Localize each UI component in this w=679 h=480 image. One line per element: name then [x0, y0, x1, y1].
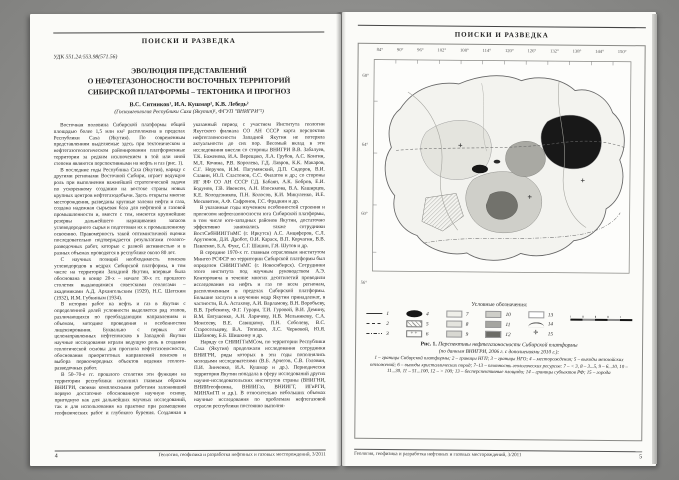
- udk-code: УДК 551.24:553.98(571.56): [53, 54, 118, 61]
- map-lon-ticks: 84° 90° 96° 102° 108° 114° 120° 126° 132° 138° 144° 150°: [376, 46, 627, 55]
- right-page-footer: [354, 449, 642, 461]
- legend-item-number: 12: [505, 331, 511, 338]
- journal-footer-left: Геология, геофизика и разработка нефтяных и газовых месторождений, 3/2011: [158, 452, 326, 459]
- legend-item: [446, 321, 469, 328]
- legend-symbol-rect-icon: [446, 331, 462, 338]
- article-title: ЭВОЛЮЦИЯ ПРЕДСТАВЛЕНИЙ О НЕФТЕГАЗОНОСНОСТИ ВОСТОЧНЫХ ТЕРРИТОРИЙ СИБИРСКОЙ ПЛАТФОРМЫ – ТЕКТОНИКА И ПРОГНОЗ: [87, 65, 291, 97]
- map-area-dark: [486, 191, 518, 219]
- caption-title: Перспективы нефтегазоносности Сибирской платформы: [438, 341, 578, 349]
- right-page-content: [342, 12, 656, 466]
- legend-item: [366, 310, 389, 317]
- legend-item-number: 6: [425, 330, 429, 337]
- legend-symbol-rect-icon: [446, 321, 462, 328]
- legend-item-number: 15: [547, 330, 553, 337]
- legend-symbol-line-dashed-icon: [366, 320, 382, 327]
- legend-item: [485, 331, 510, 338]
- right-page: [342, 12, 656, 466]
- journal-footer-right: Геология, геофизика и разработка нефтяных и газовых месторождений, 3/2011: [354, 451, 522, 459]
- book-spine-shadow: [336, 12, 346, 466]
- caption-figure-number: Рис. 1.: [420, 341, 437, 348]
- page-number-left: 4: [54, 453, 58, 460]
- scale-bar-segments: [570, 319, 632, 322]
- legend-item: [446, 331, 469, 338]
- map-area: [360, 47, 640, 301]
- legend-item-number: 2: [386, 320, 389, 327]
- running-head-left: ПОИСКИ И РАЗВЕДКА: [141, 36, 236, 46]
- legend-item-number: 10: [505, 311, 511, 318]
- legend-item-number: 5: [425, 320, 429, 327]
- legend-symbol-rect-icon: [485, 331, 501, 338]
- map-lat-ticks: 68° 64° 60° 56°: [360, 72, 369, 285]
- legend-symbol-curve-icon: [528, 322, 544, 327]
- platform-boundary: [384, 75, 624, 262]
- caption-legend-text: 1 – границы Сибирской платформы; 2 – границы НГП; 3 – границы НГО; 4 – месторождения; 5 – выходы мезозойских отложений; 6 – выходы кристаллических пород; 7–13 – плотность геологических ресурсов: 7 – < 3, 8 – 3...5, 9 – 6...10, 10 – 11...30, 11 – 51...100, 12 – > 100; 13 – бесперспективные площади; 14 – границы субъектов РФ; 15 – города: [369, 355, 628, 377]
- legend-item-number: 3: [386, 330, 389, 337]
- legend-title: Условные обозначения:: [471, 301, 528, 309]
- legend-item: [528, 321, 553, 327]
- legend-column: [366, 310, 389, 337]
- left-page: [30, 14, 341, 466]
- figure-frame: [354, 43, 645, 441]
- map-scale-bar: [570, 312, 632, 340]
- legend-item: [406, 330, 429, 337]
- legend-item-number: 11: [505, 321, 511, 328]
- legend-grid: [360, 310, 638, 339]
- page-number-right: 5: [639, 454, 643, 461]
- legend-item: [528, 311, 553, 318]
- caption-subtitle: (по данным ВНИГРИ, 2006 г. с дополнениями 2010 г.):: [438, 348, 560, 356]
- left-page-content: [30, 14, 341, 466]
- legend-column: [446, 311, 469, 338]
- legend-item: [366, 320, 389, 327]
- siberian-platform-map: [367, 54, 639, 281]
- legend-symbol-hatch-icon: [406, 320, 422, 327]
- article-body-wrap: [54, 122, 326, 441]
- legend-column: [485, 311, 510, 338]
- legend-symbol-rect-icon: [528, 311, 544, 318]
- legend-item-number: 4: [426, 310, 429, 317]
- legend: [360, 301, 638, 339]
- legend-symbol-crosses-icon: [406, 330, 422, 337]
- article-body: Восточная половина Сибирской платформы общей площадью более 1,5 млн км² расположена в пределах Республики Саха (Якутия). По современным представлениям выделяемые здесь при тектоническом и нефтегазогеологическом районировании платформенные территории за редким исключением в той или иной степени являются перспективными на нефть и газ (рис. 1). В последние годы Республика Саха (Якутия), наряду с другими регионами Восточной Сибири, играет ведущую роль при выполнении важнейшей стратегической задачи по ускоренному созданию на востоке страны новых крупных центров нефтегазодобычи. Здесь открыты многие месторождения, разведаны крупные залежи нефти и газа, создана надежная сырьевая база для нефтяной и газовой промышленности и, вместе с тем, имеются крупнейшие резервы дальнейшего наращивания запасов углеводородного сырья и подготовки их к промышленному освоению. Правомерность такой оптимистичной оценки последовательно подтверждается результатами геолого-разведочных работ, которые с разной активностью и в разных объемах проводятся в республике около 80 лет. С научных позиций необходимость поисков углеводородов в недрах Сибирской платформы, в том числе на территории Западной Якутии, впервые была обоснована в конце 20-х – начале 30-х гг. прошлого столетия выдающимися советскими геологами – академиками А.Д. Архангельским (1929), Н.С. Шатским (1932), И.М. Губкиным (1934). В истории работ на нефть и газ в Якутии с определенной долей условности выделяется ряд этапов, различающихся по преобладающим направлениям и объемам, методике проведения и особенностям лицензирования. Буквально с первых лет целенаправленных нефтепоисков в Западной Якутии научные исследования играли ведущую роль в создании геологической основы для прогноза нефтегазоносности, обоснования приоритетных направлений поисков и выбора первоочередных объектов ведения геолого-разведочных работ. В 50–70-е гг. прошлого столетия эти функции на территории республики исполнял главным образом ВНИГРИ, своими комплексными работами заложивший первую достаточно обоснованную научную основу, пригодную как для дальнейших научных исследований, так и для использования на практике при размещении геофизических работ и глубокого бурения. Созданная в указанный период с участием Института геологии Якутского филиала СО АН СССР карта перспектив нефтегазоносности Западной Якутии не потеряла актуальности до сих пор. Весомый вклад в эти исследования внесли со стороны ВНИГРИ В.В. Забалуев, Т.К. Баженова, И.А. Верещако, Л.А. Грубов, А.С. Конгин, М.Л. Кочина, Р.В. Королева, Г.Д. Лавров, К.К. Макаров, С.Г. Неручев, И.М. Пагумянский, Д.П. Сидоров, В.И. Славин, Ю.Л. Сластенов, С.С. Филатов и др.; со стороны ИГ ЯФ СО АН СССР Г.Д. Бабаян, А.К. Бобров, Е.И. Бодунов, Г.В. Ивенсен, А.Н. Изосимова, В.А. Каширцев, К.Е. Колодезников, П.Н. Колосов, К.И. Микуленко, И.Е. Москвитин, А.Ф. Сафронов, Г.С. Фрадкин и др. В указанные годы изучением особенностей строения и прогнозом нефтегазоносности юга Сибирской платформы, в том числе юго-западных районов Якутии, достаточно эффективно занимались также сотрудники ВостСибНИИГГиМС (г. Иркутск) А.С. Анциферов, С.Л. Арутюнов, Д.И. Дробот, О.И. Караск, В.П. Корчагин, В.В. Павленко, Б.А. Фукс, С.Г. Шашин, Г.Я. Шутов и др. В середине 1970-х гг. главным отраслевым институтом Мингео РСФСР по территории Сибирской платформы был определен СНИИГГиМС (г. Новосибирск). Сотрудники этого института под научным руководством А.Э. Конторовича в течение многих десятилетий проводили исследования на нефть и газ по всем регионам, расположенным в пределах Сибирской платформы. Большие заслуги в изучении недр Якутии принадлежат, в частности, В.А. Астахову, А.И. Варламову, В.Н. Воробьеву, В.В. Гребенюку, Ф.Г. Гурари, Т.И. Гуровой, В.И. Демину, В.М. Евтушенко, А.Н. Ларичеву, Н.В. Мельникову, С.А. Моисееву, В.Е. Савицкому, П.Н. Соболеву, В.С. Старосельцеву, В.А. Топешко, Л.С. Черновой, Ю.Я. Шабанову, Б.Б. Шишкину и др. Наряду со СНИИГГиМСом, по территории Республики Саха (Якутия) продолжали исследования сотрудники ВНИГРИ, ряды которых в эти годы пополнялись молодыми исследователями (В.Б. Арчегов, С.В. Головин, П.И. Зинченко, И.А. Кушмар и др.). Периодически территория Якутии попадала в сферу исследований других научно-исследовательских институтов страны (ВНИГНИ, ВНИИгеофизика, ВНИИГаз, ВНИИГТ, ИГиРГИ, МИНХиГП и др.). В относительно небольших объемах научные исследования по проблемам нефтегазовой отрасли республики постоянно выполня-: [53, 121, 326, 416]
- legend-item-number: 8: [465, 321, 469, 328]
- legend-symbol-blob-icon: [406, 310, 422, 317]
- legend-item-number: 7: [465, 311, 469, 318]
- legend-item-number: 1: [386, 310, 389, 317]
- legend-column: [406, 310, 429, 337]
- legend-item: [366, 330, 389, 337]
- legend-symbol-line-solid-icon: [366, 310, 382, 317]
- legend-item: [446, 311, 469, 318]
- legend-symbol-line-dashdot-icon: [366, 330, 382, 337]
- legend-item: [406, 320, 429, 327]
- legend-item: [528, 330, 553, 337]
- legend-item-number: 9: [465, 331, 469, 338]
- legend-item-number: 14: [547, 321, 554, 328]
- article-authors: В.С. Ситников¹, И.А. Кушмар², К.В. Лебедь²: [129, 101, 249, 109]
- legend-item-number: 13: [547, 311, 554, 318]
- legend-item: [486, 311, 511, 318]
- legend-item: [485, 321, 510, 328]
- header-rule: [53, 32, 324, 34]
- legend-symbol-cross-icon: [528, 330, 544, 337]
- figure-caption: [360, 341, 638, 378]
- legend-symbol-rect-icon: [486, 311, 502, 318]
- page-edge-highlight: [652, 14, 657, 464]
- legend-column: [528, 311, 553, 338]
- legend-symbol-rect-icon: [485, 321, 501, 328]
- legend-symbol-rect-icon: [446, 311, 462, 318]
- article-affiliation: (Госкомгеология Республики Саха (Якутия)¹, ФГУП "ВНИГРИ"²): [114, 108, 264, 116]
- header-rule-right: [358, 25, 646, 29]
- legend-item: [406, 310, 429, 317]
- left-page-footer: [55, 450, 326, 460]
- running-head-right: ПОИСКИ И РАЗВЕДКА: [454, 30, 549, 40]
